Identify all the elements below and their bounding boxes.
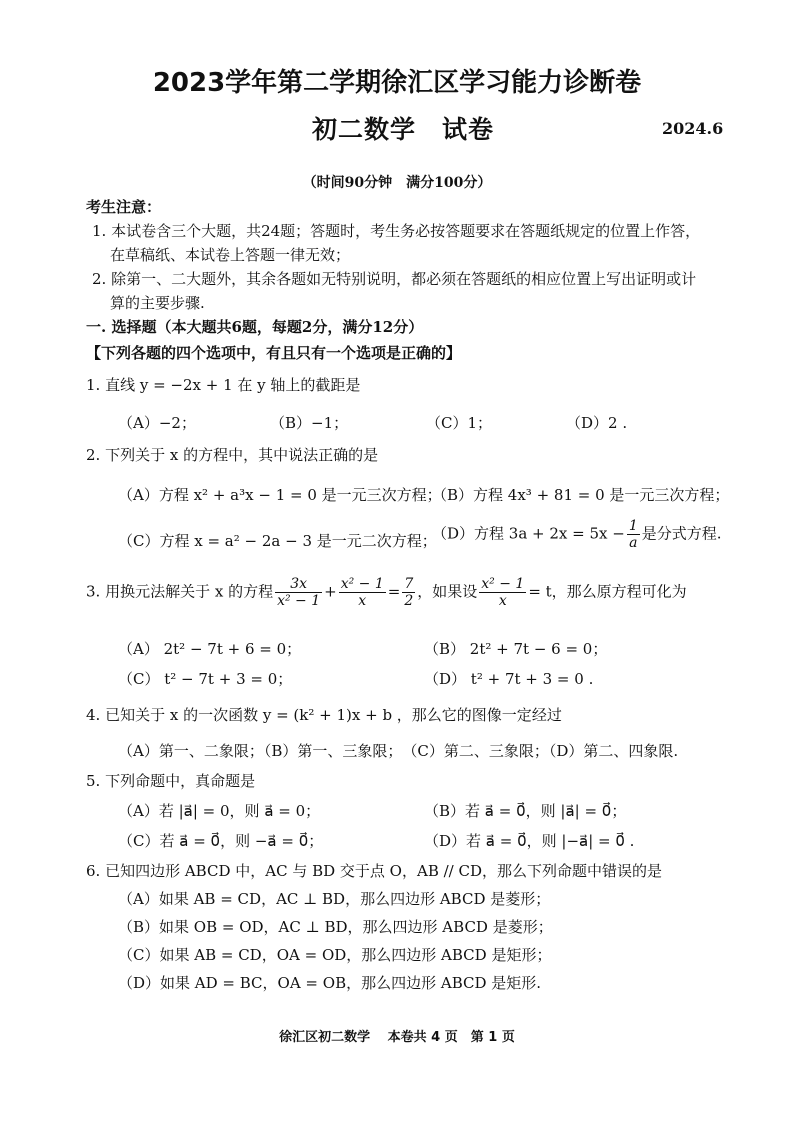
- q3-f1-den: x² − 1: [277, 593, 321, 610]
- q3-stem-post: = t，那么原方程可化为: [528, 582, 687, 601]
- q5-option-c: （C）若 a⃗ = 0⃗，则 −a⃗ = 0⃗；: [118, 832, 324, 850]
- q2-d-fraction-num: 1: [628, 518, 638, 534]
- q3-stem: [86, 576, 687, 609]
- q6-option-b: （B）如果 OB = OD，AC ⊥ BD，那么四边形 ABCD 是菱形；: [118, 918, 553, 936]
- q1-stem: 1. 直线 y = −2x + 1 在 y 轴上的截距是: [86, 376, 361, 394]
- q3-plus: +: [324, 582, 337, 601]
- q2-option-c: （C）方程 x = a² − 2a − 3 是一元二次方程；: [118, 532, 437, 550]
- q5-option-a: （A）若 |a⃗| = 0，则 a⃗ = 0；: [118, 802, 321, 820]
- section-1-instruction: 【下列各题的四个选项中，有且只有一个选项是正确的】: [86, 344, 462, 362]
- exam-subtitle: 初二数学 试卷: [312, 115, 495, 144]
- q2-option-a: （A）方程 x² + a³x − 1 = 0 是一元三次方程；: [118, 486, 442, 504]
- q3-f2-den: x: [358, 593, 367, 610]
- q2-option-b: （B）方程 4x³ + 81 = 0 是一元三次方程；: [432, 486, 730, 504]
- q3-fraction-1: [275, 576, 322, 609]
- q1-option-c: （C）1；: [426, 414, 493, 432]
- q3-option-d: （D） t² + 7t + 3 = 0 .: [424, 670, 594, 688]
- q2-option-d: [432, 518, 722, 551]
- q3-f4-den: x: [498, 593, 507, 610]
- q6-option-d: （D）如果 AD = BC，OA = OB，那么四边形 ABCD 是矩形.: [118, 974, 542, 992]
- notice-item-1-cont: 在草稿纸、本试卷上答题一律无效；: [110, 246, 351, 264]
- notice-item-2: 2. 除第一、二大题外，其余各题如无特别说明，都必须在答题纸的相应位置上写出证明或计: [92, 270, 697, 288]
- q6-stem: 6. 已知四边形 ABCD 中，AC 与 BD 交于点 O，AB // CD，那么下列命题中错误的是: [86, 862, 662, 880]
- q2-stem: 2. 下列关于 x 的方程中，其中说法正确的是: [86, 446, 379, 464]
- q4-options: （A）第一、二象限；（B）第一、三象限； （C）第二、三象限；（D）第二、四象限.: [118, 742, 679, 760]
- q2-option-d-pre: （D）方程 3a + 2x = 5x −: [432, 524, 625, 543]
- notice-item-2-cont: 算的主要步骤.: [110, 294, 205, 312]
- q2-d-fraction-den: a: [629, 535, 638, 552]
- page-footer: 徐汇区初二数学 本卷共 4 页 第 1 页: [279, 1030, 515, 1045]
- q1-option-b: （B）−1；: [270, 414, 349, 432]
- exam-date: 2024.6: [662, 119, 724, 138]
- notice-item-1: 1. 本试卷含三个大题，共24题；答题时，考生务必按答题要求在答题纸规定的位置上作答，: [92, 222, 701, 240]
- notice-heading: 考生注意：: [86, 198, 162, 216]
- time-info: （时间90分钟 满分100分）: [302, 175, 492, 191]
- q3-equals: =: [387, 582, 401, 601]
- q3-f3-num: 7: [404, 576, 414, 592]
- q3-mid: ，如果设: [417, 582, 478, 601]
- q3-option-a: （A） 2t² − 7t + 6 = 0；: [118, 640, 302, 658]
- q6-option-a: （A）如果 AB = CD，AC ⊥ BD，那么四边形 ABCD 是菱形；: [118, 890, 551, 908]
- q5-stem: 5. 下列命题中，真命题是: [86, 772, 256, 790]
- q3-stem-pre: 3. 用换元法解关于 x 的方程: [86, 582, 274, 601]
- q4-stem: 4. 已知关于 x 的一次函数 y = (k² + 1)x + b ，那么它的图像一定经过: [86, 706, 562, 724]
- q6-option-c: （C）如果 AB = CD，OA = OD，那么四边形 ABCD 是矩形；: [118, 946, 552, 964]
- q3-f2-num: x² − 1: [340, 576, 384, 592]
- q3-option-b: （B） 2t² + 7t − 6 = 0；: [424, 640, 608, 658]
- section-1-heading: 一. 选择题（本大题共6题，每题2分，满分12分）: [86, 318, 424, 336]
- q1-option-d: （D）2 .: [566, 414, 628, 432]
- q3-f3-den: 2: [404, 593, 414, 610]
- q3-f4-num: x² − 1: [481, 576, 525, 592]
- q5-option-d: （D）若 a⃗ = 0⃗，则 |−a⃗| = 0⃗ .: [424, 832, 635, 850]
- exam-title: 2023学年第二学期徐汇区学习能力诊断卷: [152, 68, 642, 98]
- q3-fraction-3: [402, 576, 415, 609]
- q1-option-a: （A）−2；: [118, 414, 196, 432]
- q2-option-d-fraction: [627, 518, 640, 551]
- q3-option-c: （C） t² − 7t + 3 = 0；: [118, 670, 293, 688]
- q3-fraction-4: [479, 576, 526, 609]
- q3-fraction-2: [339, 576, 386, 609]
- q2-option-d-post: 是分式方程.: [641, 524, 722, 543]
- q3-f1-num: 3x: [275, 576, 322, 593]
- q5-option-b: （B）若 a⃗ = 0⃗，则 |a⃗| = 0⃗；: [424, 802, 627, 820]
